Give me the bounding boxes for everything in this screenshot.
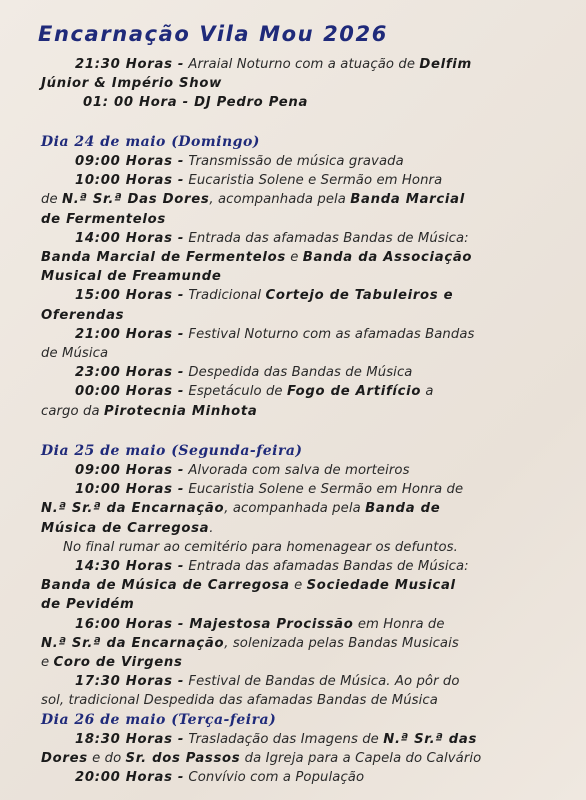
intro-section xyxy=(41,55,561,113)
program-line: 20:00 Horas - Convívio com a População xyxy=(75,770,365,786)
page-title: Encarnação Vila Mou 2026 xyxy=(38,22,388,46)
program-line: Oferendas xyxy=(41,307,125,323)
program-line: Júnior & Império Show xyxy=(41,76,222,92)
program-line: 14:00 Horas - Entrada das afamadas Bandas de Música: xyxy=(75,230,469,246)
program-line: N.ª Sr.ª da Encarnação, acompanhada pela Banda de xyxy=(41,501,441,517)
program-line: de Música xyxy=(41,346,109,362)
program-line: sol, tradicional Despedida das afamadas Bandas de Música xyxy=(41,693,438,709)
program-line: Música de Carregosa. xyxy=(41,520,214,536)
program-line: 16:00 Horas - Majestosa Procissão em Honra de xyxy=(75,616,445,632)
program-line: 01: 00 Hora - DJ Pedro Pena xyxy=(83,95,309,111)
program-line: 10:00 Horas - Eucaristia Solene e Sermão em Honra xyxy=(75,173,443,189)
day-heading: Dia 26 de maio (Terça-feira) xyxy=(41,712,277,728)
program-line: 09:00 Horas - Transmissão de música gravada xyxy=(75,154,404,169)
program-line: e Coro de Virgens xyxy=(41,655,183,671)
program-line: 14:30 Horas - Entrada das afamadas Bandas de Música: xyxy=(75,559,469,575)
program-line: cargo da Pirotecnia Minhota xyxy=(41,403,258,419)
program-line: 18:30 Horas - Trasladação das Imagens de N.ª Sr.ª das xyxy=(75,732,478,747)
program-line: 23:00 Horas - Despedida das Bandas de Música xyxy=(75,365,413,381)
program-line: de Pevidém xyxy=(41,597,135,613)
day-24-section xyxy=(41,132,561,421)
day-heading: Dia 24 de maio (Domingo) xyxy=(41,134,260,150)
program-line: 21:00 Horas - Festival Noturno com as afamadas Bandas xyxy=(75,326,475,342)
program-line: Dores e do Sr. dos Passos da Igreja para a Capela do Calvário xyxy=(41,751,482,767)
program-line: de Fermentelos xyxy=(41,211,166,227)
program-line: 00:00 Horas - Espetáculo de Fogo de Artifício a xyxy=(75,384,434,400)
program-line: de N.ª Sr.ª Das Dores, acompanhada pela Banda Marcial xyxy=(41,192,465,208)
program-line: 09:00 Horas - Alvorada com salva de morteiros xyxy=(75,463,410,478)
day-heading: Dia 25 de maio (Segunda-feira) xyxy=(41,443,303,459)
program-line: Banda de Música de Carregosa e Sociedade Musical xyxy=(41,578,456,594)
program-line: Musical de Freamunde xyxy=(41,269,222,285)
program-line: No final rumar ao cemitério para homenagear os defuntos. xyxy=(63,539,458,555)
program-line: 10:00 Horas - Eucaristia Solene e Sermão em Honra de xyxy=(75,482,464,498)
day-26-section xyxy=(41,710,561,788)
program-line: N.ª Sr.ª da Encarnação, solenizada pelas Bandas Musicais xyxy=(41,635,459,651)
day-25-section xyxy=(41,441,561,711)
program-line: Banda Marcial de Fermentelos e Banda da Associação xyxy=(41,250,473,266)
program-line: 17:30 Horas - Festival de Bandas de Música. Ao pôr do xyxy=(75,674,460,690)
program-line: 21:30 Horas - Arraial Noturno com a atuação de Delfim xyxy=(75,57,472,72)
program-line: 15:00 Horas - Tradicional Cortejo de Tabuleiros e xyxy=(75,288,454,304)
